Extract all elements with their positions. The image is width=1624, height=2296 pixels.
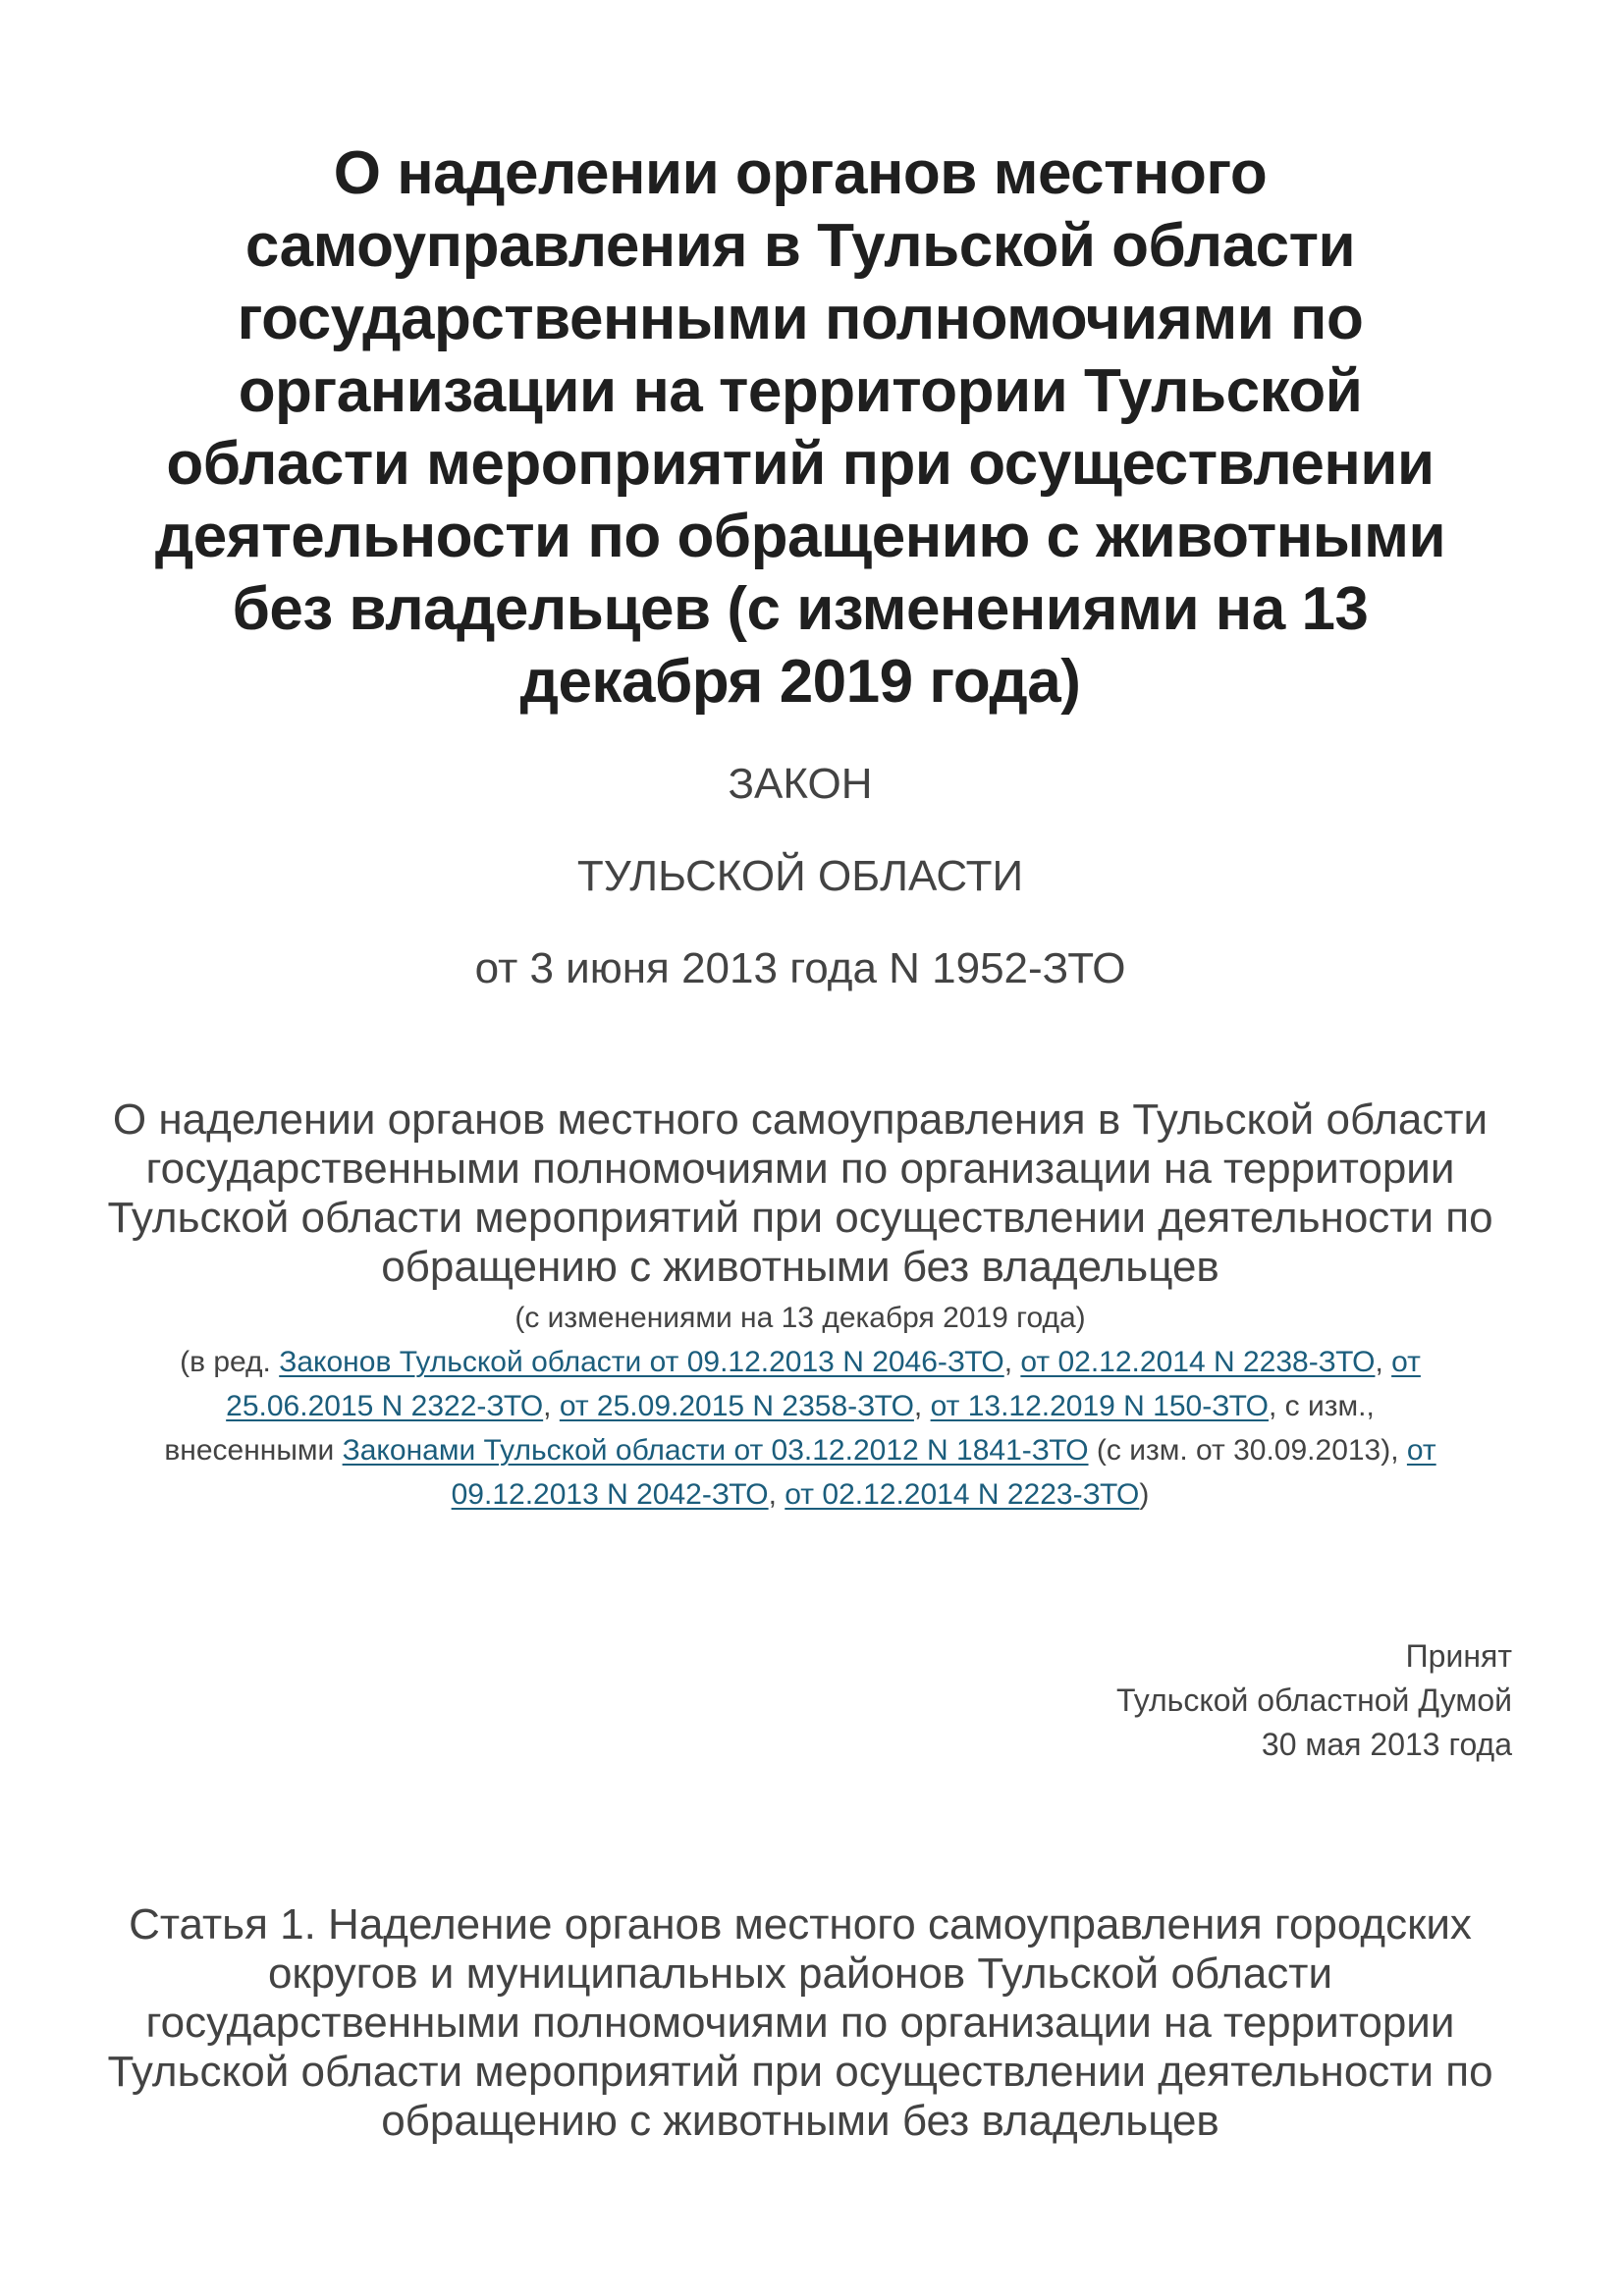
amendments-text: внесенными [164,1434,343,1467]
subject-heading [88,1095,1512,1292]
amendments-text: , [543,1390,560,1422]
article-1-line: округов и муниципальных районов Тульской области [267,1949,1333,1998]
law-reference-link[interactable]: от [1391,1346,1421,1378]
adoption-line: Принят [1405,1638,1512,1674]
subject-line: О наделении органов местного самоуправления в Тульской области [112,1095,1489,1144]
law-reference-link[interactable]: Законов Тульской области от 09.12.2013 N 2046-ЗТО [279,1346,1004,1378]
law-reference-link[interactable]: Законами Тульской области от 03.12.2012 N 1841-ЗТО [342,1434,1089,1467]
document-title [88,137,1512,719]
amendments-text: , [768,1478,785,1511]
amendments-text: , [1375,1346,1392,1378]
subject-line: государственными полномочиями по организации на территории [145,1145,1455,1193]
adoption-block [88,1634,1512,1767]
document-title-line: деятельности по обращению с животными [154,503,1446,570]
edition-note: (с изменениями на 13 декабря 2019 года) [514,1302,1086,1334]
amendments-line [88,1384,1512,1428]
article-1-line: государственными полномочиями по организации на территории [145,1999,1455,2047]
amendments-line [88,1340,1512,1384]
document-title-line: области мероприятий при осуществлении [166,430,1435,498]
law-type-label: ЗАКОН [728,760,873,808]
law-reference-link[interactable]: от 13.12.2019 N 150-ЗТО [930,1390,1269,1422]
article-1-heading [88,1900,1512,2146]
amendments-text: (в ред. [180,1346,280,1378]
document-title-line: самоуправления в Тульской области [244,212,1356,280]
article-1-line: Статья 1. Наделение органов местного самоуправления городских [129,1900,1472,1949]
amendments-line [88,1472,1512,1517]
amendments-text: , с изм., [1269,1390,1375,1422]
document-title-line: организации на территории Тульской [238,357,1363,425]
document-title-line: декабря 2019 года) [519,648,1081,716]
law-date-number: от 3 июня 2013 года N 1952-ЗТО [474,944,1126,992]
law-reference-link[interactable]: 25.06.2015 N 2322-ЗТО [226,1390,544,1422]
article-1-line: обращению с животными без владельцев [381,2097,1219,2145]
amendments-text: , [913,1390,931,1422]
amendments-text: , [1003,1346,1021,1378]
adoption-line: Тульской областной Думой [1115,1682,1512,1718]
subject-line: Тульской области мероприятий при осуществлении деятельности по [107,1194,1493,1242]
document-title-line: без владельцев (с изменениями на 13 [232,575,1369,643]
article-1-line: Тульской области мероприятий при осуществлении деятельности по [107,2048,1493,2096]
law-region-label: ТУЛЬСКОЙ ОБЛАСТИ [576,852,1024,900]
law-reference-link[interactable]: от 25.09.2015 N 2358-ЗТО [559,1390,914,1422]
law-reference-link[interactable]: от 02.12.2014 N 2223-ЗТО [785,1478,1140,1511]
amendments-text: ) [1139,1478,1150,1511]
law-reference-link[interactable]: 09.12.2013 N 2042-ЗТО [451,1478,769,1511]
law-heading [88,760,1512,993]
amendments-line [88,1428,1512,1472]
document-title-line: государственными полномочиями по [237,285,1364,352]
adoption-line: 30 мая 2013 года [1261,1727,1512,1762]
law-reference-link[interactable]: от [1406,1434,1436,1467]
law-reference-link[interactable]: от 02.12.2014 N 2238-ЗТО [1020,1346,1376,1378]
amendments-note [88,1296,1512,1517]
amendments-text: (с изм. от 30.09.2013), [1088,1434,1407,1467]
document-title-line: О наделении органов местного [333,139,1268,207]
subject-line: обращению с животными без владельцев [381,1243,1219,1291]
